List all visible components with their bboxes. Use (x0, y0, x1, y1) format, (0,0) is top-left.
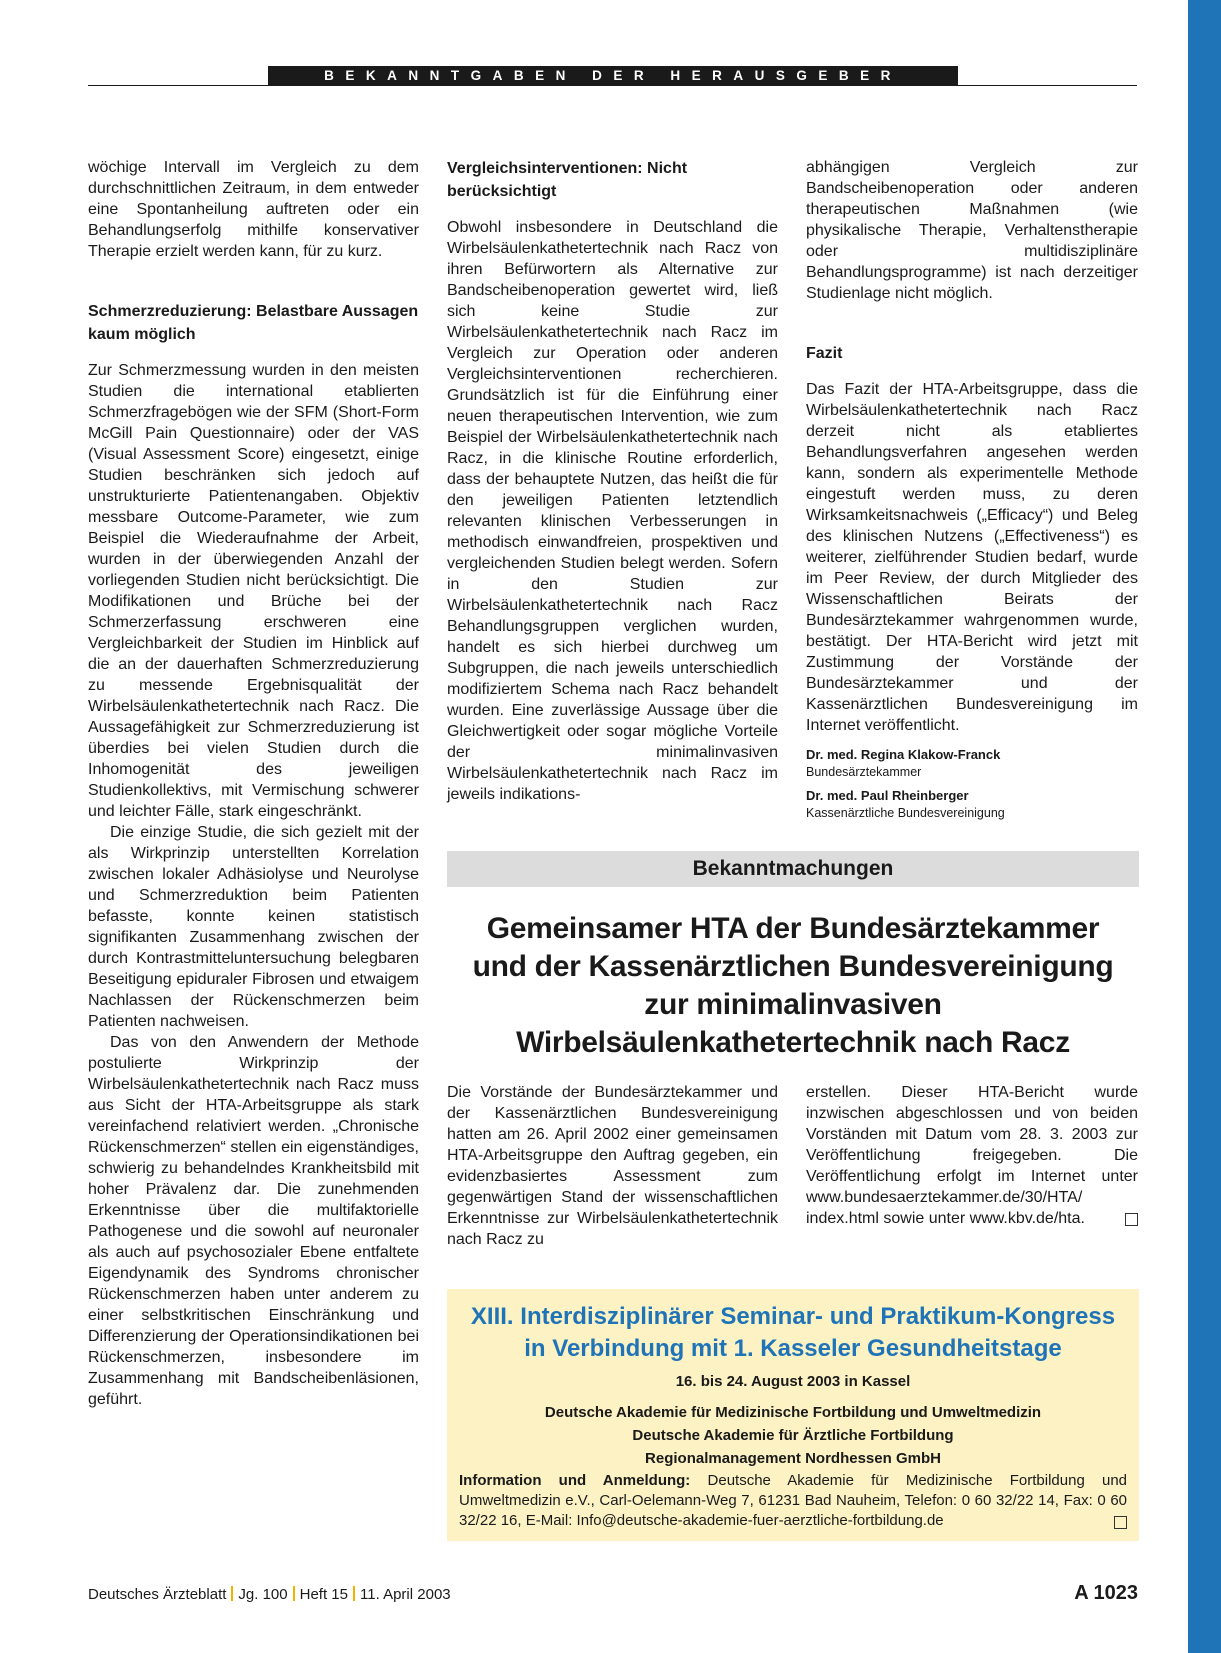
seminar-box (447, 1289, 1139, 1541)
journal-name: Deutsches Ärzteblatt (88, 1586, 227, 1603)
title-line: Gemeinsamer HTA der Bundesärztekammer (486, 912, 1100, 945)
info-label: Information und Anmeldung: (459, 1472, 691, 1489)
organizer: Deutsche Akademie für Ärztliche Fortbildung (632, 1427, 954, 1444)
end-mark-icon (1125, 1213, 1138, 1226)
signature-name: Dr. med. Regina Klakow-Franck (806, 747, 1001, 762)
seminar-organizers (447, 1401, 1139, 1470)
section-header: BEKANNTGABEN DER HERAUSGEBER (268, 66, 958, 85)
paragraph: abhängigen Vergleich zur Bandscheibenoperation oder anderen therapeutischen Maßnahmen (wie physikalische Therapie, Verhaltenstherapie oder multidisziplinäre Behandlungsprogramme) ist nach derzeitiger Studienlage nicht möglich. (806, 159, 1138, 302)
seminar-date: 16. bis 24. August 2003 in Kassel (675, 1373, 911, 1390)
announcement-column-1 (447, 1082, 778, 1250)
subheading: Vergleichsinterventionen: Nicht berücksichtigt (447, 160, 688, 200)
seminar-title (447, 1301, 1139, 1365)
seminar-info (459, 1471, 1127, 1531)
paragraph: Die einzige Studie, die sich gezielt mit der als Wirkprinzip unterstellten Korrelation zwischen lokaler Adhäsiolyse und Neurolyse und Schmerzreduktion beim Patienten befasste, konnte keinen statistisch signifikanten Zusammenhang zwischen der durch Kontrastmitteluntersuchung belegbaren Beseitigung epiduraler Fibrosen und etwaigem Nachlassen der Rückenschmerzen beim Patienten nachweisen. (88, 824, 419, 1030)
article-column-2 (447, 157, 778, 805)
header-rule (88, 85, 1137, 86)
paragraph: Das Fazit der HTA-Arbeitsgruppe, dass die Wirbelsäulenkathetertechnik nach Racz derzeit nicht als etabliertes Behandlungsverfahren angesehen werden kann, sondern als experimentelle Methode eingestuft werden muss, zu deren Wirksamkeitsnachweis („Efficacy“) und Beleg des klinischen Nutzens („Effectiveness“) es weiterer, zielführender Studien bedarf, wurde im Peer Review, der durch Mitglieder des Wissenschaftlichen Beirats der Bundesärztekammer wahrgenommen wurde, bestätigt. Der HTA-Bericht wird jetzt mit Zustimmung der Vorstände der Bundesärztekammer und der Kassenärztlichen Bundesvereinigung im Internet veröffentlicht. (806, 381, 1138, 734)
issue-date: 11. April 2003 (360, 1586, 451, 1603)
title-line: zur minimalinvasiven (644, 988, 942, 1021)
paragraph: Obwohl insbesondere in Deutschland die Wirbelsäulenkathetertechnik nach Racz von ihren Befürwortern als Alternative zur Bandscheibenoperation gewertet wird, ließ sich keine Studie zur Wirbelsäulenkathetertechnik nach Racz im Vergleich zur Operation oder anderen Vergleichsinterventionen recherchieren. Grundsätzlich ist für die Einführung einer neuen therapeutischen Intervention, wie zum Beispiel der Wirbelsäulenkathetertechnik nach Racz, in die klinische Routine erforderlich, dass der behauptete Nutzen, das heißt die für den jeweiligen Patienten letztendlich relevanten klinischen Verbesserungen in methodisch einwandfreien, prospektiven und vergleichenden Studien belegt werden. Sofern in den Studien zur Wirbelsäulenkathetertechnik nach Racz Behandlungsgruppen verglichen wurden, handelt es sich hierbei durchweg um Subgruppen, die nach jeweils unterschiedlich modifiziertem Schema nach Racz behandelt wurden. Eine zuverlässige Aussage über die Gleichwertigkeit oder sogar mögliche Vorteile der minimalinvasiven Wirbelsäulenkathetertechnik nach Racz im jeweils indikations- (447, 219, 778, 803)
paragraph: Zur Schmerzmessung wurden in den meisten Studien die international etablierten Schmerzfragebögen wie der SFM (Short-Form McGill Pain Questionnaire) oder der VAS (Visual Assessment Score) eingesetzt, einige Studien beschränken sich jedoch auf unstrukturierte Patientenangaben. Objektiv messbare Outcome-Parameter, wie zum Beispiel die Wiederaufnahme der Arbeit, wurden in der überwiegenden Anzahl der vorliegenden Studien nicht berücksichtigt. Die Modifikationen und Brüche bei der Schmerzerfassung erschweren eine Vergleichbarkeit der Studien im Hinblick auf die an der dauerhaften Schmerzreduzierung zu messende Ergebnisqualität der Wirbelsäulenkathetertechnik nach Racz. Die Aussagefähigkeit zur Schmerzreduzierung ist überdies bei vielen Studien durch die Inhomogenität des jeweiligen Studienkollektivs, mit Vermischung schwerer und leichter Fälle, stark eingeschränkt. (88, 362, 419, 820)
signature-name: Dr. med. Paul Rheinberger (806, 788, 969, 803)
footer-separator (231, 1586, 233, 1601)
announcement-column-2 (806, 1082, 1138, 1229)
footer (88, 1585, 451, 1605)
announcement-title (447, 910, 1139, 1062)
footer-separator (353, 1586, 355, 1601)
paragraph: Das von den Anwendern der Methode postulierte Wirkprinzip der Wirbelsäulenkathetertechnik nach Racz muss aus Sicht der HTA-Arbeitsgruppe als stark vereinfachend relativiert werden. „Chronische Rückenschmerzen“ stellen ein eigenständiges, schwierig zu behandelndes Krankheitsbild mit hoher Prävalenz dar. Die zunehmenden Erkenntnisse über die multifaktorielle Pathogenese und die sowohl auf neuronaler als auch auf psychosozialer Ebene entfaltete Eigendynamik des Syndroms chronischer Rückenschmerzen haben unter anderem zu einer selbstkritischen Einschränkung und Differenzierung der Operationsindikationen bei Rückenschmerzen, insbesondere im Zusammenhang mit Bandscheibenläsionen, geführt. (88, 1034, 419, 1408)
article-column-1 (88, 157, 419, 1410)
title-line: Wirbelsäulenkathetertechnik nach Racz (516, 1026, 1070, 1059)
article-column-3 (806, 157, 1138, 822)
paragraph: Die Vorstände der Bundesärztekammer und der Kassenärztlichen Bundesvereinigung hatten am 26. April 2002 einer gemeinsamen HTA-Arbeitsgruppe den Auftrag gegeben, ein evidenzbasiertes Assessment zum gegenwärtigen Stand der wissenschaftlichen Erkenntnisse zur Wirbelsäulenkathetertechnik nach Racz zu (447, 1084, 778, 1248)
issue: Heft 15 (299, 1586, 348, 1603)
paragraph (806, 1082, 1138, 1229)
footer-separator (293, 1586, 295, 1601)
title-line: in Verbindung mit 1. Kasseler Gesundheitstage (524, 1335, 1062, 1362)
paragraph-text: erstellen. Dieser HTA-Bericht wurde inzwischen abgeschlossen und von beiden Vorständen mit Datum vom 28. 3. 2003 zur Veröffentlichung freigegeben. Die Veröffentlichung erfolgt im Internet unter www.bundesaerztekammer.de/30/HTA/ index.html sowie unter www.kbv.de/hta. (806, 1084, 1138, 1227)
page-number: A 1023 (1074, 1582, 1138, 1604)
side-color-bar (1188, 0, 1221, 1653)
end-mark-icon (1114, 1516, 1127, 1529)
title-line: XIII. Interdisziplinärer Seminar- und Praktikum-Kongress (470, 1303, 1116, 1330)
info-text: Deutsche Akademie für Medizinische Fortbildung und Umweltmedizin e.V., Carl-Oelemann-Weg 7, 61231 Bad Nauheim, Telefon: 0 60 32/22 14, Fax: 0 60 32/22 16, E-Mail: Info@deutsche-akademie-fuer-aerztliche-fortbildung.de (459, 1472, 1128, 1529)
paragraph: wöchige Intervall im Vergleich zu dem durchschnittlichen Zeitraum, in dem entweder eine Spontanheilung auftreten oder ein Behandlungserfolg mithilfe konservativer Therapie erzielt werden kann, für zu kurz. (88, 159, 419, 260)
organizer: Deutsche Akademie für Medizinische Fortbildung und Umweltmedizin (544, 1404, 1042, 1421)
announcements-bar: Bekanntmachungen (447, 851, 1139, 887)
volume: Jg. 100 (238, 1586, 288, 1603)
organizer: Regionalmanagement Nordhessen GmbH (645, 1450, 941, 1467)
subheading: Schmerzreduzierung: Belastbare Aussagen kaum möglich (88, 303, 419, 343)
subheading: Fazit (806, 345, 843, 362)
signature-org: Kassenärztliche Bundesvereinigung (806, 806, 1005, 820)
signature-org: Bundesärztekammer (806, 765, 922, 779)
title-line: und der Kassenärztlichen Bundesvereinigung (472, 950, 1114, 983)
